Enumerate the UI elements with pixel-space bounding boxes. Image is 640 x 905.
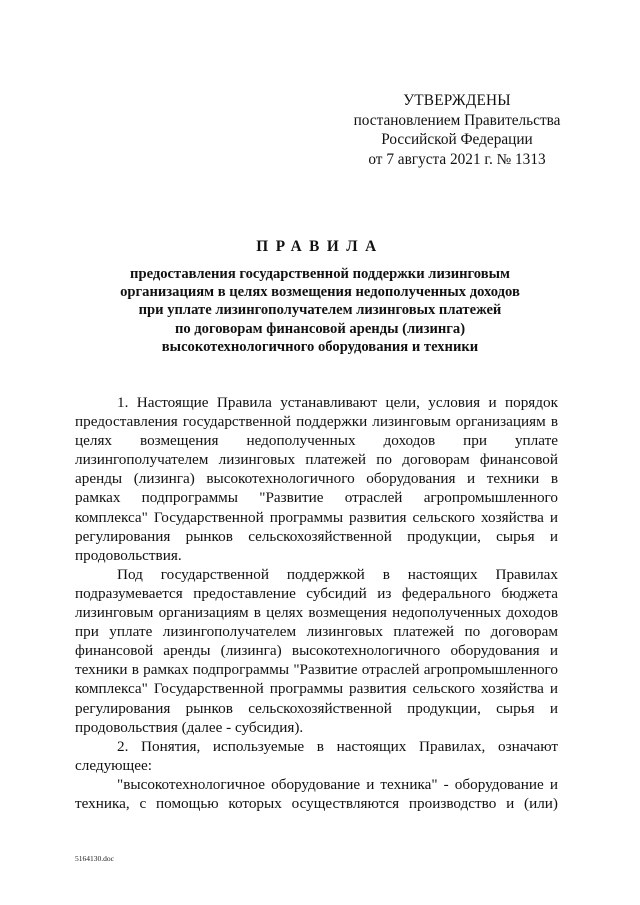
subtitle-line: организациям в целях возмещения недополученных доходов [120,284,520,301]
paragraph-3 [75,737,558,775]
approval-heading: УТВЕРЖДЕНЫ [403,92,511,109]
paragraph-text: 1. Настоящие Правила устанавливают цели, условия и порядок предоставления государственной поддержки лизинговым организациям в целях возмещения недополученных доходов при уплате лизингополучателем лизинговых платежей по договорам финансовой аренды (лизинга) высокотехнологичного оборудования и техники в рамках подпрограммы "Развитие отраслей агропромышленного комплекса" Государственной программы развития сельского хозяйства и регулирования рынков сельскохозяйственной продукции, сырья и продовольствия. [75,394,558,564]
subtitle-line: высокотехнологичного оборудования и техники [161,338,479,355]
approval-line-1: постановлением Правительства [353,111,561,129]
subtitle-line: предоставления государственной поддержки лизинговым [130,266,510,282]
footer-filename: 5164130.doc [75,854,114,863]
approval-line-2: Российской Федерации [381,131,533,148]
approval-line-3: от 7 августа 2021 г. № 1313 [368,150,546,168]
subtitle-line: при уплате лизингополучателем лизинговых платежей [138,302,502,319]
paragraph-1 [75,393,558,565]
paragraph-2 [75,565,558,737]
paragraph-text: "высокотехнологичное оборудование и техника" - оборудование и техника, с помощью которых осуществляются производство и (или) [75,775,558,812]
approval-block [352,91,562,169]
paragraph-4 [75,775,558,813]
document-subtitle [90,265,550,356]
document-body [75,393,558,813]
document-title: ПРАВИЛА [256,238,384,255]
paragraph-text: Под государственной поддержкой в настоящих Правилах подразумевается предоставление субсидий из федерального бюджета лизинговым организациям в целях возмещения недополученных доходов при уплате лизингополучателем лизинговых платежей по договорам финансовой аренды (лизинга) высокотехнологичного оборудования и техники в рамках подпрограммы "Развитие отраслей агропромышленного комплекса" Государственной программы развития сельского хозяйства и регулирования рынков сельскохозяйственной продукции, сырья и продовольствия (далее - субсидия). [75,565,558,736]
subtitle-line: по договорам финансовой аренды (лизинга) [174,320,466,337]
paragraph-text: 2. Понятия, используемые в настоящих Правилах, означают следующее: [75,737,558,774]
